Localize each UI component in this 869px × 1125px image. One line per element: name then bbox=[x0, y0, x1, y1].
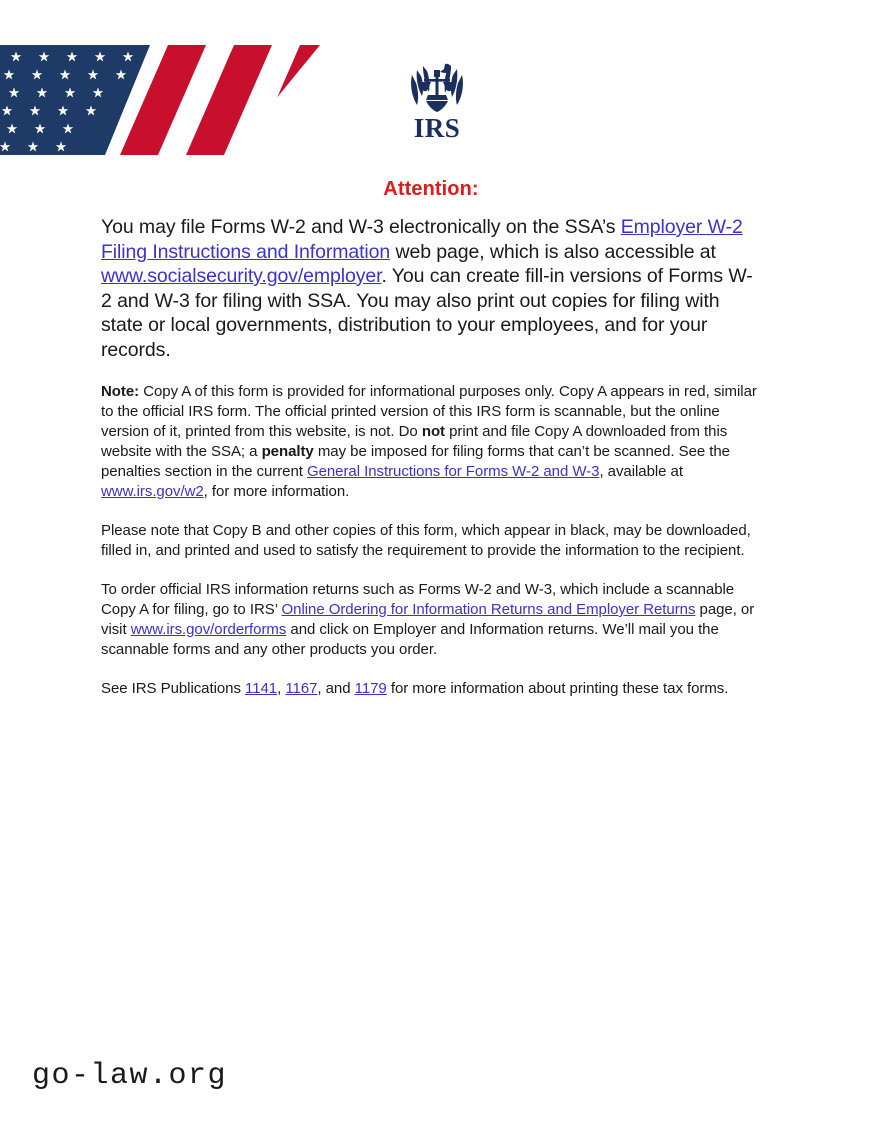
lead-text-3: . You can create fill-in versions of Forms W-2 and W-3 for filing with SSA. You may also print out copies for filing with state or local governments, distribution to your employees, and for your records. bbox=[101, 265, 753, 361]
link-employer-w2-filing-instructions[interactable]: Employer W-2 Filing Instructions and Information bbox=[101, 216, 743, 263]
us-flag-graphic bbox=[0, 45, 320, 155]
publications-paragraph bbox=[101, 679, 761, 699]
lead-paragraph bbox=[101, 215, 761, 362]
page-header bbox=[0, 45, 869, 155]
order-text-2: page, or visit bbox=[101, 601, 755, 638]
order-paragraph bbox=[101, 580, 761, 660]
pubs-text-2: , bbox=[277, 680, 286, 697]
irs-logo bbox=[404, 57, 470, 143]
link-publication-1179[interactable]: 1179 bbox=[354, 680, 387, 697]
note-text-2: print and file Copy A downloaded from this website with the SSA; a bbox=[101, 423, 728, 460]
order-text-1: To order official IRS information returns such as Forms W-2 and W-3, which include a scannable Copy A for filing, go to IRS’ bbox=[101, 581, 735, 618]
note-text-5: , for more information. bbox=[203, 483, 350, 500]
link-socialsecurity-employer[interactable]: www.socialsecurity.gov/employer bbox=[101, 265, 382, 287]
link-irs-gov-orderforms[interactable]: www.irs.gov/orderforms bbox=[130, 621, 287, 638]
document-body bbox=[101, 178, 761, 699]
note-label: Note: bbox=[101, 383, 140, 400]
note-paragraph bbox=[101, 382, 761, 502]
lead-text-2: web page, which is also accessible at bbox=[390, 240, 716, 263]
link-publication-1167[interactable]: 1167 bbox=[285, 680, 318, 697]
site-watermark: go-law.org bbox=[32, 1059, 228, 1093]
link-irs-gov-w2[interactable]: www.irs.gov/w2 bbox=[101, 483, 204, 500]
note-text-4: , available at bbox=[599, 463, 683, 480]
note-text-1: Copy A of this form is provided for informational purposes only. Copy A appears in red, similar to the official IRS form. The official printed version of this IRS form is scannable, but the online version of it, printed from this website, is not. Do bbox=[101, 383, 757, 440]
link-general-instructions-w2-w3[interactable]: General Instructions for Forms W-2 and W-3 bbox=[306, 463, 600, 480]
copyb-paragraph: Please note that Copy B and other copies of this form, which appear in black, may be downloaded, filled in, and printed and used to satisfy the requirement to provide the information to the recipient. bbox=[101, 522, 751, 559]
pubs-text-1: See IRS Publications bbox=[101, 680, 246, 697]
pubs-text-4: for more information about printing these tax forms. bbox=[386, 680, 729, 697]
order-text-3: and click on Employer and Information returns. We’ll mail you the scannable forms and any other products you order. bbox=[101, 621, 719, 658]
irs-eagle-icon bbox=[404, 57, 470, 143]
lead-text-1: You may file Forms W-2 and W-3 electronically on the SSA’s bbox=[101, 216, 621, 238]
us-flag-banner bbox=[0, 45, 320, 155]
note-bold-not: not bbox=[421, 423, 445, 440]
note-bold-penalty: penalty bbox=[261, 443, 314, 460]
link-online-ordering-information-returns[interactable]: Online Ordering for Information Returns and Employer Returns bbox=[281, 601, 696, 618]
attention-heading: Attention: bbox=[383, 178, 479, 200]
irs-logo-wordmark: IRS bbox=[413, 113, 461, 143]
note-text-3: may be imposed for filing forms that can’t be scanned. See the penalties section in the current bbox=[101, 443, 730, 480]
link-publication-1141[interactable]: 1141 bbox=[245, 680, 278, 697]
pubs-text-3: , and bbox=[317, 680, 355, 697]
